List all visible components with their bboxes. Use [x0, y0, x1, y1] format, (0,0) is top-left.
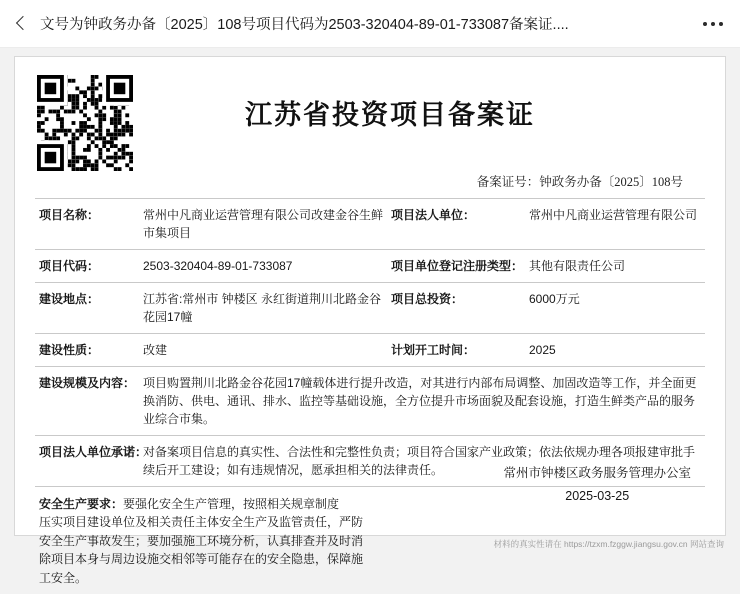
field-label: 建设地点：	[35, 283, 139, 334]
more-dot	[719, 22, 723, 26]
field-label: 项目总投资：	[387, 283, 525, 334]
page-footer	[0, 536, 740, 554]
commitment-text: 对备案项目信息的真实性、合法性和完整性负责；项目符合国家产业政策；依法依规办理各项报建审批手续后开工建设；如有违规情况，愿承担相关的法律责任。	[139, 436, 705, 487]
field-value: 常州中凡商业运营管理有限公司改建金谷生鲜市集项目	[139, 199, 387, 250]
field-label: 建设性质：	[35, 334, 139, 367]
fields-table	[35, 198, 705, 594]
field-value: 改建	[139, 334, 387, 367]
table-row	[35, 199, 705, 250]
app-header	[0, 0, 740, 48]
verification-note: 材料的真实性请在 https://tzxm.fzggw.jiangsu.gov.cn 网站查询	[494, 538, 724, 550]
document-scroll-area[interactable]	[0, 48, 740, 536]
field-label: 计划开工时间：	[387, 334, 525, 367]
scope-text: 项目购置荆川北路金谷花园17幢载体进行提升改造，对其进行内部布局调整、加固改造等工作，并全面更换消防、供电、通讯、排水、监控等基础设施，全方位提升市场面貌及配套设施，打造生鲜类产品的服务业综合市集。	[139, 367, 705, 436]
safety-text: 压实项目建设单位及相关责任主体安全生产及监管责任，严防安全生产事故发生；要加强施工环境分析，认真排查并及时消除项目本身与周边设施交相邻等可能存在的安全隐患，保障施工安全。	[39, 513, 369, 587]
more-options-icon[interactable]	[700, 12, 726, 36]
table-row	[35, 250, 705, 283]
safety-label: 安全生产要求：	[39, 497, 123, 511]
commitment-label: 项目法人单位承诺：	[35, 436, 139, 487]
table-row	[35, 334, 705, 367]
field-value: 6000万元	[525, 283, 705, 334]
field-value: 其他有限责任公司	[525, 250, 705, 283]
field-value: 2025	[525, 334, 705, 367]
field-value: 2503-320404-89-01-733087	[139, 250, 387, 283]
registration-number-label: 备案证号：	[477, 175, 540, 189]
field-value: 江苏省:常州市 钟楼区 永红街道荆川北路金谷花园17幢	[139, 283, 387, 334]
registration-number	[35, 172, 683, 190]
signoff-org: 常州市钟楼区政务服务管理办公室	[503, 462, 691, 486]
field-label: 项目法人单位：	[387, 199, 525, 250]
page-title: 文号为钟政务办备〔2025〕108号项目代码为2503-320404-89-01-733087备案证....	[40, 13, 690, 34]
certificate-document	[14, 56, 726, 536]
field-value: 常州中凡商业运营管理有限公司	[525, 199, 705, 250]
signoff-block	[503, 462, 691, 510]
field-label: 项目代码：	[35, 250, 139, 283]
signoff-date: 2025-03-25	[503, 485, 691, 509]
field-label: 项目名称：	[35, 199, 139, 250]
table-row	[35, 283, 705, 334]
more-dot	[703, 22, 707, 26]
document-title: 江苏省投资项目备案证	[75, 71, 705, 138]
scope-label: 建设规模及内容：	[35, 367, 139, 436]
qr-code-image	[37, 75, 133, 171]
more-dot	[711, 22, 715, 26]
safety-inline-text: 要强化安全生产管理，按照相关规章制度	[123, 497, 339, 511]
back-icon[interactable]	[10, 12, 34, 36]
field-label: 项目单位登记注册类型：	[387, 250, 525, 283]
table-row-scope	[35, 367, 705, 436]
registration-number-value: 钟政务办备〔2025〕108号	[539, 175, 683, 189]
